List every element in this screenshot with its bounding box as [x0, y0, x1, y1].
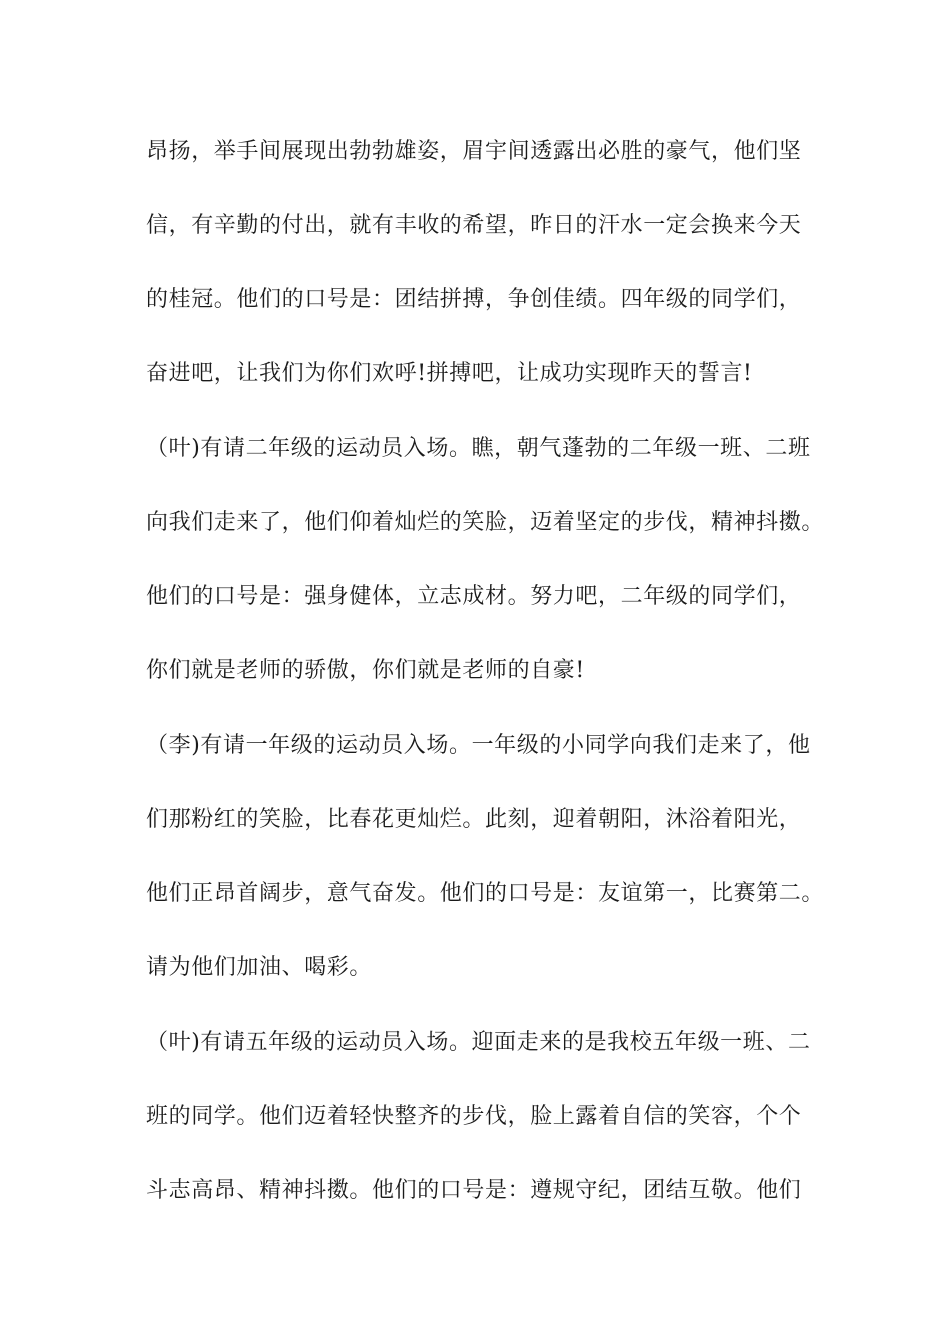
text-line: 斗志高昂、精神抖擞。他们的口号是：遵规守纪，团结互敬。他们: [146, 1178, 802, 1203]
text-line: 的桂冠。他们的口号是：团结拼搏，争创佳绩。四年级的同学们，: [146, 287, 802, 312]
text-line: 他们正昂首阔步，意气奋发。他们的口号是：友谊第一，比赛第二。: [146, 881, 825, 906]
text-line: （叶)有请五年级的运动员入场。迎面走来的是我校五年级一班、二: [146, 1030, 811, 1055]
text-line: 们那粉红的笑脸，比春花更灿烂。此刻，迎着朝阳，沐浴着阳光，: [146, 807, 802, 832]
text-line: 请为他们加油、喝彩。: [146, 955, 373, 980]
text-line: （叶)有请二年级的运动员入场。瞧，朝气蓬勃的二年级一班、二班: [146, 436, 811, 461]
text-line: 奋进吧，让我们为你们欢呼!拼搏吧，让成功实现昨天的誓言!: [146, 361, 753, 386]
text-line: 他们的口号是：强身健体，立志成材。努力吧，二年级的同学们，: [146, 584, 802, 609]
text-line: 信，有辛勤的付出，就有丰收的希望，昨日的汗水一定会换来今天: [146, 213, 802, 238]
text-line: 向我们走来了，他们仰着灿烂的笑脸，迈着坚定的步伐，精神抖擞。: [146, 510, 825, 535]
text-line: 班的同学。他们迈着轻快整齐的步伐，脸上露着自信的笑容，个个: [146, 1104, 802, 1129]
text-line: 你们就是老师的骄傲，你们就是老师的自豪!: [146, 658, 585, 683]
text-line: 昂扬，举手间展现出勃勃雄姿，眉宇间透露出必胜的豪气，他们坚: [146, 139, 802, 164]
text-line: （李)有请一年级的运动员入场。一年级的小同学向我们走来了，他: [146, 733, 811, 758]
